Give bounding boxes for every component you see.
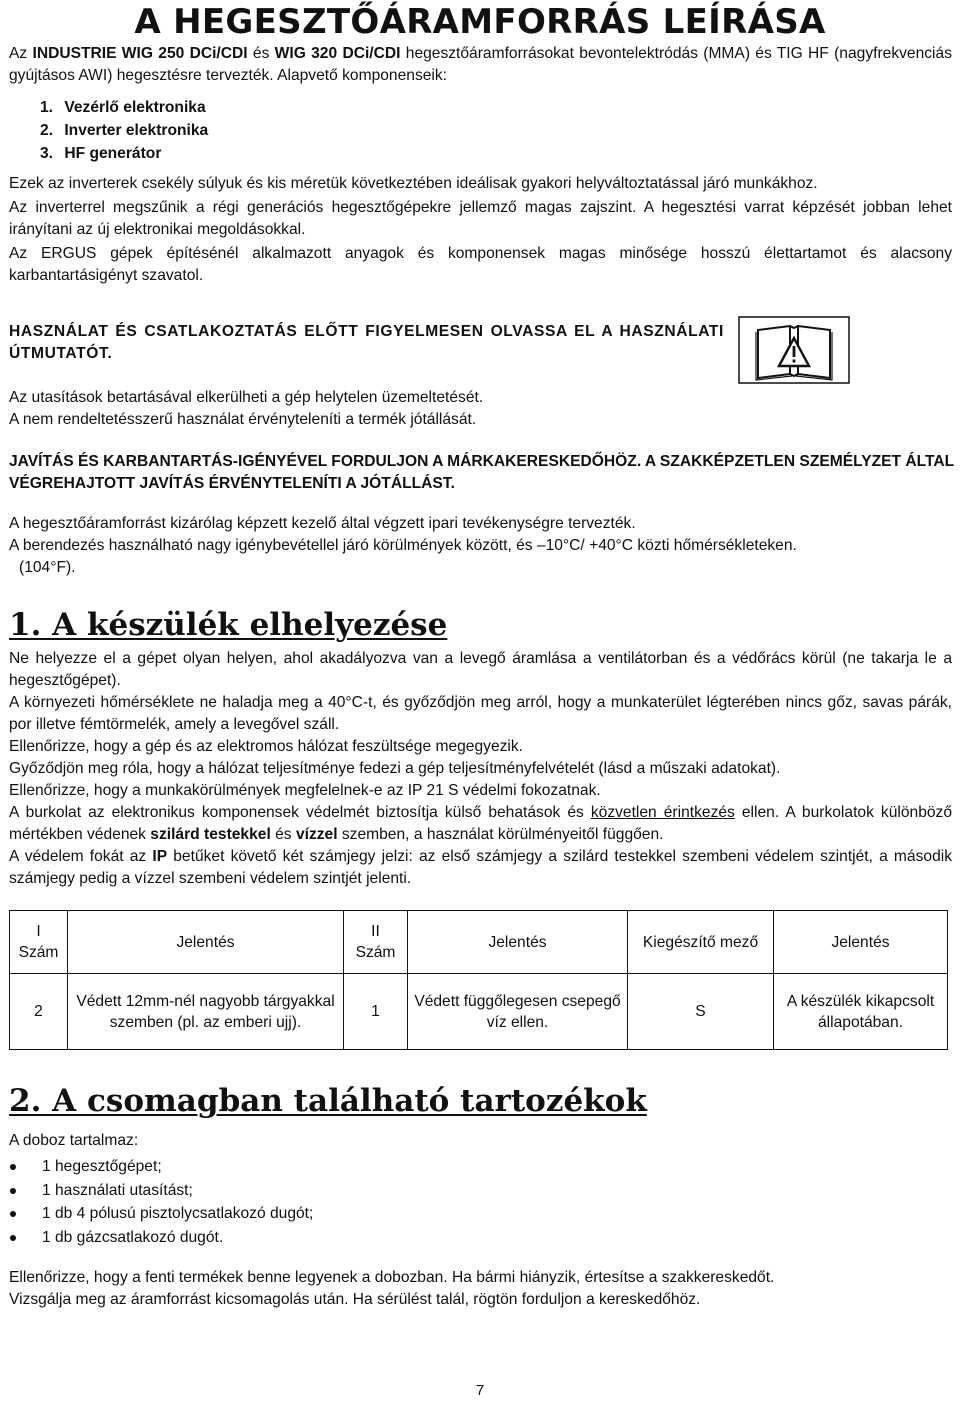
list-item: 1 db gázcsatlakozó dugót. — [9, 1226, 952, 1250]
accessory-list — [9, 1155, 952, 1249]
section-1-paragraph: Ne helyezze el a gépet olyan helyen, ahol akadályozva van a levegő áramlása a ventilátorban és a védőrács körül (ne takarja le a hegesztőgépet). — [9, 650, 952, 689]
table-header-cell: Kiegészítő mező — [628, 911, 774, 974]
section-1-paragraph — [9, 846, 952, 890]
bold-term: vízzel — [295, 826, 338, 843]
model-name-2: WIG 320 DCi/CDI — [274, 45, 401, 62]
section-1-body — [9, 648, 952, 890]
list-item: 1 hegesztőgépet; — [9, 1155, 952, 1179]
list-item: 1 használati utasítást; — [9, 1179, 952, 1203]
instruction-line: Az utasítások betartásával elkerülheti a gép helytelen üzemeltetését. — [9, 389, 484, 406]
box-contents-intro: A doboz tartalmaz: — [9, 1132, 139, 1149]
instruction-line: A nem rendeltetésszerű használat érvényteleníti a termék jótállását. — [9, 411, 477, 428]
table-header-row — [10, 911, 948, 974]
closing-line: Vizsgálja meg az áramforrást kicsomagolás után. Ha sérülést talál, rögtön forduljon a kereskedőhöz. — [9, 1291, 701, 1308]
component-item — [40, 142, 208, 165]
section-1-paragraph: Ellenőrizze, hogy a gép és az elektromos hálózat feszültsége megegyezik. — [9, 738, 524, 755]
text-span: szemben, a használat körülményeitől függően. — [337, 826, 664, 843]
instructions-block — [9, 387, 949, 431]
intro-text-3: hegesztőáramforrásokat bevontelektródás (MMA) és TIG HF (nagyfrekvenciás gyújtásos AWI) hegesztésre tervezték. Alapvető komponenseik: — [9, 45, 952, 84]
component-number: 3. — [40, 145, 54, 162]
table-header-cell: Jelentés — [408, 911, 628, 974]
intro-paragraph — [9, 43, 952, 87]
model-name-1: INDUSTRIE WIG 250 DCi/CDI — [32, 45, 248, 62]
description-block — [9, 173, 952, 287]
page-number: 7 — [475, 1382, 485, 1399]
closing-line: Ellenőrizze, hogy a fenti termékek benne legyenek a dobozban. Ha bármi hiányzik, értesítse a szakkereskedőt. — [9, 1269, 775, 1286]
table-cell: Védett függőlegesen csepegő víz ellen. — [408, 974, 628, 1050]
text-span: A védelem fokát az — [9, 848, 153, 865]
table-cell: A készülék kikapcsolt állapotában. — [774, 974, 948, 1050]
underlined-term: közvetlen érintkezés — [590, 804, 735, 821]
usage-line: A hegesztőáramforrást kizárólag képzett kezelő által végzett ipari tevékenységre tervezték. — [9, 515, 636, 532]
paragraph-weight: Ezek az inverterek csekély súlyuk és kis méretük következtében ideálisak gyakori helyváltoztatással járó munkákhoz. — [9, 175, 818, 192]
text-span: és — [270, 826, 296, 843]
page-title: A HEGESZTŐÁRAMFORRÁS LEÍRÁSA — [134, 2, 826, 42]
component-number: 1. — [40, 99, 54, 116]
usage-block — [9, 513, 952, 579]
table-header-cell: Jelentés — [68, 911, 344, 974]
list-item: 1 db 4 pólusú pisztolycsatlakozó dugót; — [9, 1202, 952, 1226]
bold-term: IP — [152, 848, 168, 865]
bold-term: szilárd testekkel — [150, 826, 271, 843]
section-1-paragraph: A környezeti hőmérséklete ne haladja meg a 40°C-t, és győződjön meg arról, hogy a munkaterület légterében nincs gőz, savas párák, por illetve fémtörmelék, amely a levegővel száll. — [9, 694, 952, 733]
usage-line: (104°F). — [19, 559, 76, 576]
intro-text-1: Az — [9, 45, 33, 62]
table-row — [10, 974, 948, 1050]
component-item — [40, 119, 208, 142]
closing-block — [9, 1267, 952, 1311]
text-span: ellen. A burkolatok különböző mértékben védenek — [9, 804, 953, 843]
table-cell: 1 — [344, 974, 408, 1050]
component-item — [40, 96, 208, 119]
repair-notice: JAVÍTÁS ÉS KARBANTARTÁS-IGÉNYÉVEL FORDULJON A MÁRKAKERESKEDŐHÖZ. A SZAKKÉPZETLEN SZEMÉLYZET ÁLTAL VÉGREHAJTOTT JAVÍTÁS ÉRVÉNYTELENÍTI A JÓTÁLLÁST. — [9, 453, 954, 492]
section-2-body — [9, 1130, 952, 1249]
text-span: betűket követő két számjegy jelzi: az első számjegy a szilárd testekkel szembeni védelem szintjét, a második számjegy pedig a vízzel szembeni védelem szintjét jelenti. — [9, 848, 952, 887]
table-cell: 2 — [10, 974, 68, 1050]
section-1-paragraph: Győződjön meg róla, hogy a hálózat teljesítménye fedezi a gép teljesítményfelvételét (lásd a műszaki adatokat). — [9, 760, 781, 777]
intro-text-2: és — [247, 45, 275, 62]
component-list — [40, 96, 208, 165]
ip-rating-table — [9, 910, 948, 1050]
paragraph-quality: Az ERGUS gépek építésénél alkalmazott anyagok és komponensek magas minősége hosszú élettartamot és alacsony karbantartásigényt szavatol. — [9, 245, 952, 284]
usage-line: A berendezés használható nagy igénybevétellel járó körülmények között, és –10°C/ +40°C közti hőmérsékleteken. — [9, 537, 797, 554]
section-2-heading: 2. A csomagban található tartozékok — [9, 1083, 647, 1119]
warning-text: HASZNÁLAT ÉS CSATLAKOZTATÁS ELŐTT FIGYELMESEN OLVASSA EL A HASZNÁLATI ÚTMUTATÓT. — [9, 323, 724, 362]
component-label: Vezérlő elektronika — [64, 99, 206, 116]
component-label: HF generátor — [64, 145, 162, 162]
table-cell: Védett 12mm-nél nagyobb tárgyakkal szemben (pl. az emberi ujj). — [68, 974, 344, 1050]
table-header-cell: I Szám — [10, 911, 68, 974]
paragraph-noise: Az inverterrel megszűnik a régi generációs hegesztőgépekre jellemző magas zajszint. A hegesztési varrat képzését jobban lehet irányítani az új elektronikai megoldásokkal. — [9, 199, 952, 238]
component-label: Inverter elektronika — [64, 122, 209, 139]
table-cell: S — [628, 974, 774, 1050]
warning-manual-icon — [738, 316, 850, 384]
section-1-paragraph: Ellenőrizze, hogy a munkakörülmények megfelelnek-e az IP 21 S védelmi fokozatnak. — [9, 782, 601, 799]
table-header-cell: II Szám — [344, 911, 408, 974]
section-1-paragraph — [9, 802, 952, 846]
section-1-heading: 1. A készülék elhelyezése — [9, 607, 448, 643]
table-header-cell: Jelentés — [774, 911, 948, 974]
text-span: A burkolat az elektronikus komponensek védelmét biztosítja külső behatások és — [9, 804, 591, 821]
component-number: 2. — [40, 122, 54, 139]
